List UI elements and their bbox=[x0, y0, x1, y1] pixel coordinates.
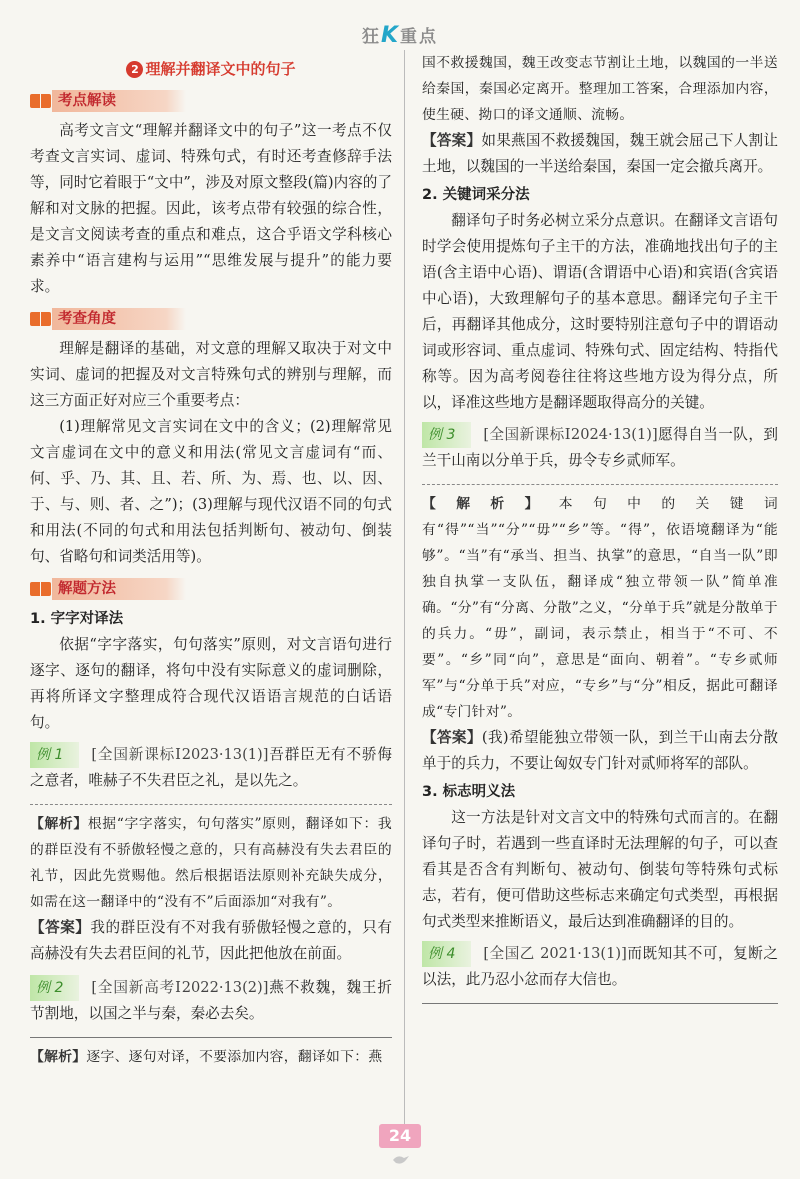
method-2-text: 翻译句子时务必树立采分点意识。在翻译文言语句时学会使用提炼句子主干的方法，准确地找出句子的主语(含主语中心语)、谓语(含谓语中心语)和宾语(含宾语中心语)，大致理解句子的基本意思。翻译完句子主干后，再翻译其他成分，这时要特别注意句子中的谓语动词或形容词、重点虚词、特殊句式、固定结构、特指代称等。因为高考阅卷往往将这些地方设为得分点，所以，译准这些地方是翻译题取得高分的关键。 bbox=[422, 212, 778, 411]
example-2-analysis-start bbox=[30, 1044, 392, 1070]
right-column bbox=[422, 50, 778, 1010]
example-2-badge: 例 2 bbox=[30, 975, 79, 1001]
example-3-source: [全国新课标Ⅰ2024·13(1)] bbox=[483, 426, 658, 443]
example-1-answer bbox=[30, 915, 392, 967]
analysis-tag: 【解析】 bbox=[422, 496, 559, 512]
book-icon bbox=[30, 580, 52, 598]
header-brand bbox=[362, 22, 438, 48]
example-2-source: [全国新高考Ⅰ2022·13(2)] bbox=[91, 979, 269, 996]
example-2-text: 燕不救魏，魏王折节割地，以国之半与秦，秦必去矣。 bbox=[30, 979, 392, 1022]
left-column bbox=[30, 50, 392, 1070]
section-number-badge: 2 bbox=[126, 61, 143, 78]
kaocha-header bbox=[30, 308, 392, 330]
example-2-analysis-cont: 国不救援魏国，魏王改变志节割让土地，以魏国的一半送给秦国，秦国必定离开。整理加工答案，合理添加内容，使生硬、拗口的译文通顺、流畅。 bbox=[422, 55, 778, 123]
analysis-text: 本句中的关键词有“得”“当”“分”“毋”“乡”等。“得”，依语境翻译为“能够”。“当”有“承当、担当、执掌”的意思，“自当一队”即独自执掌一支队伍，翻译成“独立带领一队”简单准确。“分”有“分离、分散”之义，“分单于兵”就是分散单于的兵力。“毋”，副词，表示禁止，相当于“不可、不要”。“乡”同“向”，意思是“面向、朝着”。“专乡贰师军”与“分单于兵”对应，“专乡”与“分”相反，据此可翻译成“专门针对”。 bbox=[422, 496, 778, 720]
example-1 bbox=[30, 742, 392, 794]
book-icon bbox=[30, 92, 52, 110]
brand-text: 狂 bbox=[361, 27, 381, 47]
example-3-answer bbox=[422, 725, 778, 777]
example-1-analysis bbox=[30, 811, 392, 915]
method-1-title: 1. 字字对译法 bbox=[30, 611, 124, 627]
answer-text: 我的群臣没有不对我有骄傲轻慢之意的，只有高赫没有失去君臣间的礼节，因此把他放在前面。 bbox=[30, 919, 392, 962]
method-3-title: 3. 标志明义法 bbox=[422, 784, 516, 800]
example-1-text: 吾群臣无有不骄侮之意者，唯赫子不失君臣之礼，是以先之。 bbox=[30, 746, 392, 789]
divider bbox=[30, 804, 392, 805]
kaocha-paragraph-2: (1)理解常见文言实词在文中的含义；(2)理解常见文言虚词在文中的意义和用法(常见文言虚词有“而、何、乎、乃、其、且、若、所、为、焉、也、以、因、于、与、则、者、之”)；(3)理解与现代汉语不同的句式和用法(不同的句式和用法包括判断句、被动句、倒装句、省略句和词类活用等)。 bbox=[30, 418, 392, 565]
section-title-text: 理解并翻译文中的句子 bbox=[145, 60, 296, 78]
example-4-badge: 例 4 bbox=[422, 941, 471, 967]
page-header bbox=[0, 8, 800, 48]
example-4-text: 而既知其不可，复断之以法，此乃忍小忿而存大信也。 bbox=[422, 945, 778, 988]
analysis-text: 逐字、逐句对译，不要添加内容，翻译如下：燕 bbox=[86, 1049, 383, 1065]
kaodian-text: 高考文言文“理解并翻译文中的句子”这一考点不仅考查文言实词、虚词、特殊句式，有时还考查修辞手法等，同时它着眼于“文中”，涉及对原文整段(篇)内容的了解和对文脉的把握。因此，该考点带有较强的综合性，是文言文阅读考查的重点和难点，这合乎语文学科核心素养中“语言建构与运用”“思维发展与提升”的能力要求。 bbox=[30, 122, 392, 295]
divider bbox=[422, 484, 778, 485]
example-2 bbox=[30, 975, 392, 1027]
answer-text: 如果燕国不救援魏国，魏王就会屈己下人割让土地，以魏国的一半送给秦国，秦国一定会撤兵离开。 bbox=[422, 132, 778, 175]
jieti-label: 解题方法 bbox=[52, 578, 186, 600]
jieti-header bbox=[30, 578, 392, 600]
example-4 bbox=[422, 941, 778, 993]
method-3-text: 这一方法是针对文言文中的特殊句式而言的。在翻译句子时，若遇到一些直译时无法理解的句子，可以查看其是否含有判断句、被动句、倒装句等特殊句式标志，若有，便可借助这些标志来确定句式类型，再根据句式类型来推断语义，最后达到准确翻译的目的。 bbox=[422, 809, 778, 930]
example-1-badge: 例 1 bbox=[30, 742, 79, 768]
example-3-analysis bbox=[422, 491, 778, 725]
divider bbox=[30, 1037, 392, 1038]
example-3 bbox=[422, 422, 778, 474]
brand-k: K bbox=[380, 23, 401, 48]
kaodian-header bbox=[30, 90, 392, 112]
answer-text: (我)希望能独立带领一队，到兰干山南去分散单于的兵力，不要让匈奴专门针对贰师将军的部队。 bbox=[422, 729, 778, 772]
analysis-text: 根据“字字落实，句句落实”原则，翻译如下：我的群臣没有不骄傲轻慢之意的，只有高赫没有失去君臣的礼节，因此先赏赐他。然后根据语法原则补充缺失成分，如需在这一翻译中的“没有不”后面添加“对我有”。 bbox=[30, 816, 392, 910]
answer-tag: 【答案】 bbox=[30, 919, 91, 936]
example-3-text: 愿得自当一队，到兰干山南以分单于兵，毋令专乡贰师军。 bbox=[422, 426, 778, 469]
example-2-answer bbox=[422, 128, 778, 180]
answer-tag: 【答案】 bbox=[422, 729, 482, 746]
brand-text-2: 重点 bbox=[400, 27, 439, 47]
analysis-tag: 【解析】 bbox=[30, 1049, 87, 1065]
page-number: 24 bbox=[379, 1124, 421, 1148]
column-divider bbox=[404, 50, 405, 1125]
example-1-source: [全国新课标Ⅰ2023·13(1)] bbox=[91, 746, 269, 763]
book-icon bbox=[30, 310, 52, 328]
example-4-source: [全国乙 2021·13(1)] bbox=[483, 945, 627, 962]
divider bbox=[422, 1003, 778, 1004]
example-3-badge: 例 3 bbox=[422, 422, 471, 448]
analysis-tag: 【解析】 bbox=[30, 816, 88, 832]
answer-tag: 【答案】 bbox=[422, 132, 482, 149]
kaocha-paragraph-1: 理解是翻译的基础，对文意的理解又取决于对文中实词、虚词的把握及对文言特殊句式的辨别与理解，而这三方面正好对应三个重要考点： bbox=[30, 340, 392, 409]
kaocha-label: 考查角度 bbox=[52, 308, 186, 330]
method-1-text: 依据“字字落实，句句落实”原则，对文言语句进行逐字、逐句的翻译，将句中没有实际意义的虚词删除，再将所译文字整理成符合现代汉语语言规范的白话语句。 bbox=[30, 636, 392, 731]
method-2-title: 2. 关键词采分法 bbox=[422, 187, 530, 203]
section-title bbox=[30, 56, 392, 82]
kaodian-label: 考点解读 bbox=[52, 90, 186, 112]
bird-icon bbox=[392, 1152, 410, 1166]
